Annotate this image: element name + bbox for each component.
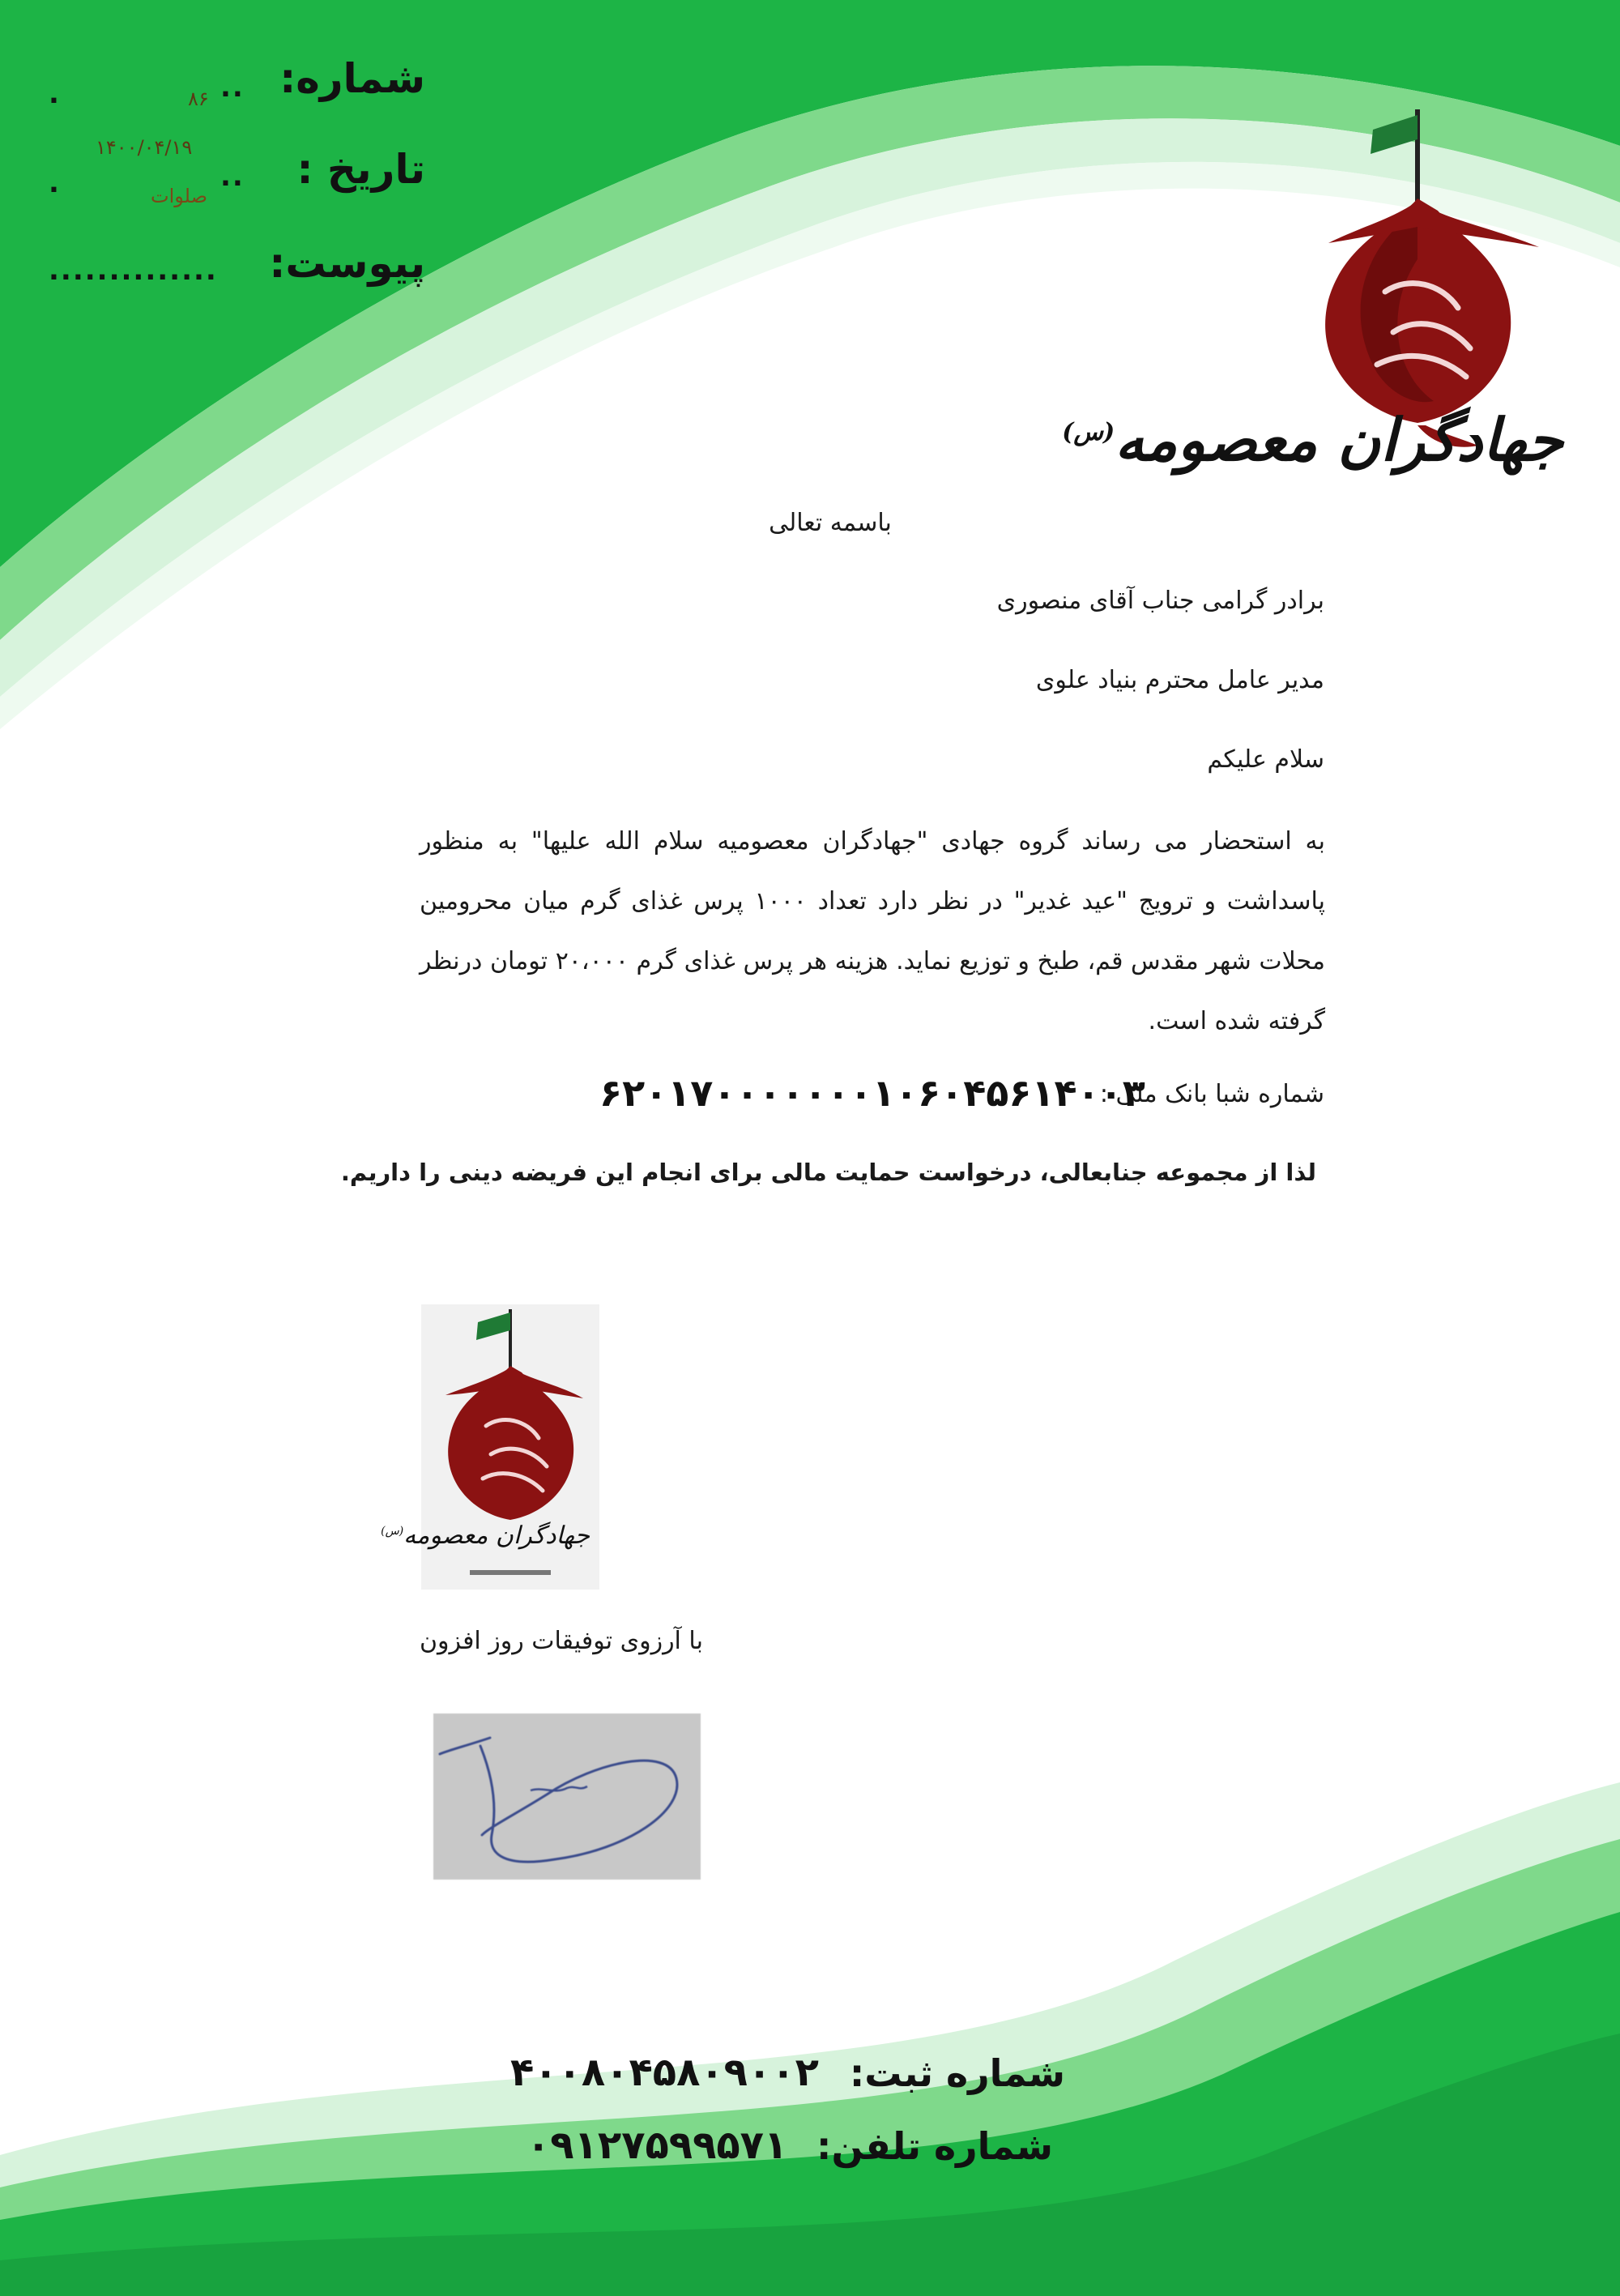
date-dots-start: . (49, 167, 61, 199)
greeting: سلام علیکم (1207, 745, 1324, 774)
addressee-title: مدیر عامل محترم بنیاد علوی (1035, 666, 1324, 694)
logo-suffix: (س) (1062, 418, 1115, 446)
signature-box (433, 1713, 701, 1880)
number-dots-start: . (49, 78, 61, 110)
logo-title: جهادگران معصومه (1115, 405, 1563, 474)
number-label: شماره: (279, 55, 425, 102)
date-value: ۱۴۰۰/۰۴/۱۹ (96, 136, 193, 159)
registration-label: شماره ثبت: (849, 2051, 1065, 2095)
number-dots-end: .. (220, 71, 245, 104)
stamp (381, 1304, 599, 1590)
date-note: صلوات (151, 185, 207, 207)
stamp-suffix: (س) (381, 1525, 404, 1538)
closing: با آرزوی توفیقات روز افزون (420, 1627, 703, 1655)
shaba-number: ۶۲۰۱۷۰۰۰۰۰۰۰۱۰۶۰۴۵۶۱۴۰۰۳ (599, 1071, 1145, 1115)
phone-value: ۰۹۱۲۷۵۹۹۵۷۱ (526, 2123, 788, 2168)
attachment-value: .............. (49, 254, 218, 287)
date-dots-end: .. (220, 160, 245, 193)
number-value: ۸۶ (188, 87, 209, 110)
stamp-text (381, 1521, 590, 1550)
letter-paragraph: به استحضار می رساند گروه جهادی "جهادگران معصومیه سلام الله علیها" به منظور پاسداشت و ترویج "عید غدیر" در نظر دارد تعداد ۱۰۰۰ پرس غذای گرم میان محرومین محلات شهر مقدس قم، طبخ و توزیع نماید. هزینه هر پرس غذای گرم ۲۰،۰۰۰ تومان درنظر گرفته شده است. (420, 827, 1325, 1035)
signature-icon (433, 1713, 701, 1880)
registration-value: ۴۰۰۸۰۴۵۸۰۹۰۰۲ (510, 2050, 819, 2095)
stamp-title: جهادگران معصومه (403, 1521, 590, 1550)
phone-label: شماره تلفن: (816, 2124, 1053, 2168)
logo-text (1062, 405, 1563, 474)
request-line: لذا از مجموعه جنابعالی، درخواست حمایت مالی برای انجام این فریضه دینی را داریم. (340, 1159, 1316, 1186)
jahadgaran-emblem-icon (1296, 105, 1563, 454)
attachment-label: پیوست: (269, 240, 425, 287)
addressee: برادر گرامی جناب آقای منصوری (996, 587, 1324, 615)
shaba-label: شماره شبا بانک ملی : (1099, 1080, 1324, 1108)
invocation: باسمه تعالی (769, 509, 892, 537)
date-label: تاریخ : (296, 146, 425, 193)
